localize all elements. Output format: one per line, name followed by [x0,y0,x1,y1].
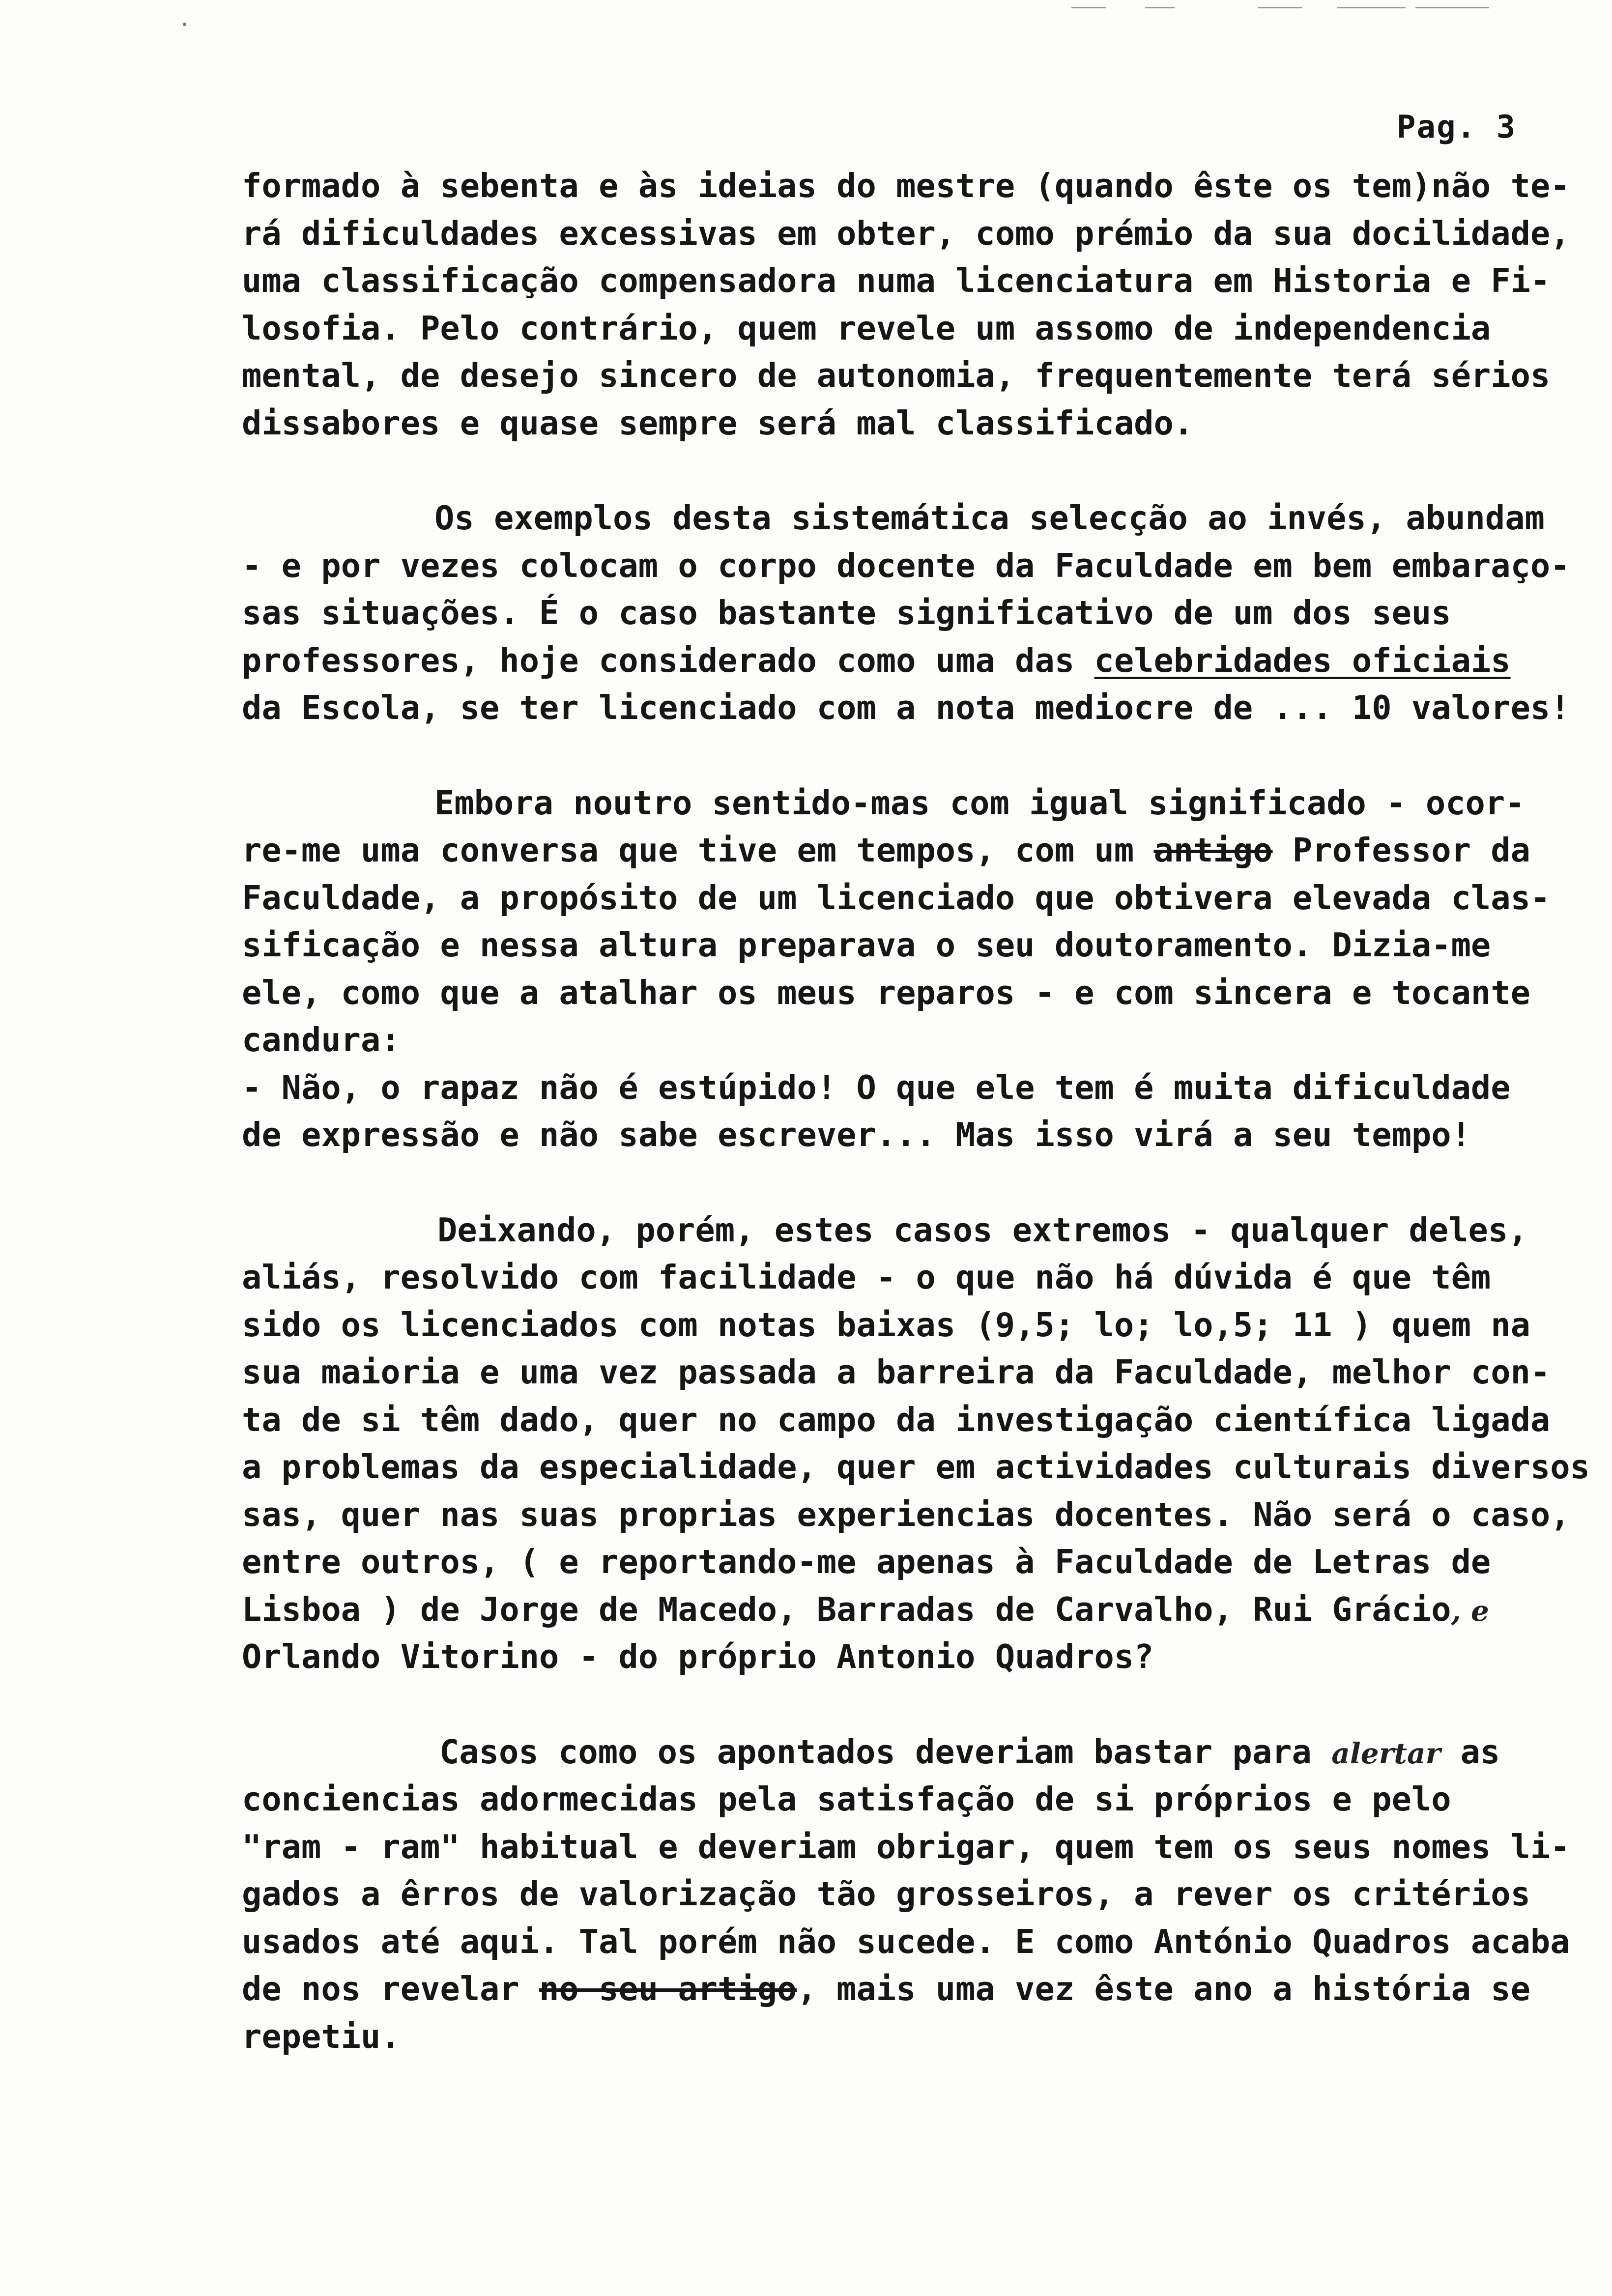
text-line [242,1586,1598,1634]
text-line: Faculdade, a propósito de um licenciado que obtivera elevada clas- [242,878,1551,917]
underlined-text: celebridades oficiais [1094,641,1511,680]
scan-mark [1145,7,1175,8]
text-line [242,1728,1598,1776]
scan-mark [1415,7,1489,8]
text-line: sua maioria e uma vez passada a barreira da Faculdade, melhor con- [242,1353,1551,1391]
text-line: sido os licenciados com notas baixas (9,5; lo; lo,5; 11 ) quem na [242,1305,1530,1344]
text-line: Embora noutro sentido-mas com igual significado - ocor- [434,783,1525,822]
text-line: losofia. Pelo contrário, quem revele um assomo de independencia [242,309,1491,347]
text-line: uma classificação compensadora numa licenciatura em Historia e Fi- [242,261,1551,300]
text-line [242,827,1598,874]
text-line: sas, quer nas suas proprias experiencias docentes. Não será o caso, [242,1495,1570,1534]
text-line [242,1965,1598,2013]
text-line: candura: [242,1021,401,1059]
scan-mark [1337,7,1406,8]
text-line: gados a êrros de valorização tão grosseiros, a rever os critérios [242,1875,1530,1913]
text-line: Os exemplos desta sistemática selecção ao invés, abundam [434,499,1545,537]
text-line: mental, de desejo sincero de autonomia, frequentemente terá sérios [242,356,1551,395]
paragraph-gap [242,1681,1598,1728]
text-line: Orlando Vitorino - do próprio Antonio Quadros? [242,1637,1154,1676]
text-segment: Professor da [1272,831,1530,869]
text-line: ele, como que a atalhar os meus reparos - e com sincera e tocante [242,973,1530,1012]
text-line: conciencias adormecidas pela satisfação de si próprios e pelo [242,1780,1451,1818]
text-line: entre outros, ( e reportando-me apenas à Faculdade de Letras de [242,1543,1491,1581]
text-line: dissabores e quase sempre será mal classificado. [242,403,1194,442]
text-segment: , mais uma vez êste ano a história se [797,1970,1530,2008]
scan-dot [183,23,186,26]
text-segment: as [1440,1732,1500,1771]
text-line: formado à sebenta e às ideias do mestre (quando êste os tem)não te- [242,167,1570,205]
text-line: de expressão e não sabe escrever... Mas isso virá a seu tempo! [242,1116,1471,1154]
page-number: Pag. 3 [1397,109,1517,145]
text-line [242,637,1598,685]
paragraph-gap [242,447,1598,494]
text-segment: Lisboa ) de Jorge de Macedo, Barradas de Carvalho, Rui Grácio [242,1590,1451,1629]
text-line: ta de si têm dado, quer no campo da investigação científica ligada [242,1400,1551,1439]
text-line: sificação e nessa altura preparava o seu doutoramento. Dizia-me [242,926,1491,964]
text-line: repetiu. [242,2017,401,2056]
text-segment: re-me uma conversa que tive em tempos, com um [242,831,1154,869]
text-line: sas situações. É o caso bastante significativo de um dos seus [242,594,1451,632]
body-text [242,162,1598,2060]
text-line: rá dificuldades excessivas em obter, como prémio da sua docilidade, [242,214,1570,253]
struck-text: antigo [1153,831,1273,869]
text-line: - Não, o rapaz não é estúpido! O que ele tem é muita dificuldade [242,1068,1511,1107]
text-line: "ram - ram" habitual e deveriam obrigar, quem tem os seus nomes li- [242,1827,1570,1866]
text-segment: professores, hoje considerado como uma das [242,641,1094,680]
text-line: - e por vezes colocam o corpo docente da Faculdade em bem embaraço- [242,546,1570,585]
text-segment: de nos revelar [242,1970,540,2008]
text-line: aliás, resolvido com facilidade - o que não há dúvida é que têm [242,1258,1491,1296]
text-line: a problemas da especialidade, quer em actividades culturais diversos [242,1448,1590,1486]
text-segment: Casos como os apontados deveriam bastar para [439,1732,1332,1771]
scan-mark [1258,7,1302,8]
paragraph-gap [242,732,1598,779]
scan-mark [1071,7,1106,8]
text-line: usados até aqui. Tal porém não sucede. E como António Quadros acaba [242,1922,1570,1961]
handwritten-insertion: alertar [1331,1736,1441,1770]
text-line: Deixando, porém, estes casos extremos - qualquer deles, [437,1210,1528,1249]
paragraph-gap [242,1159,1598,1206]
struck-text: no seu artigo [539,1970,797,2008]
text-line: da Escola, se ter licenciado com a nota mediocre de ... 10 valores! [242,689,1570,727]
handwritten-insertion: , e [1451,1594,1489,1628]
